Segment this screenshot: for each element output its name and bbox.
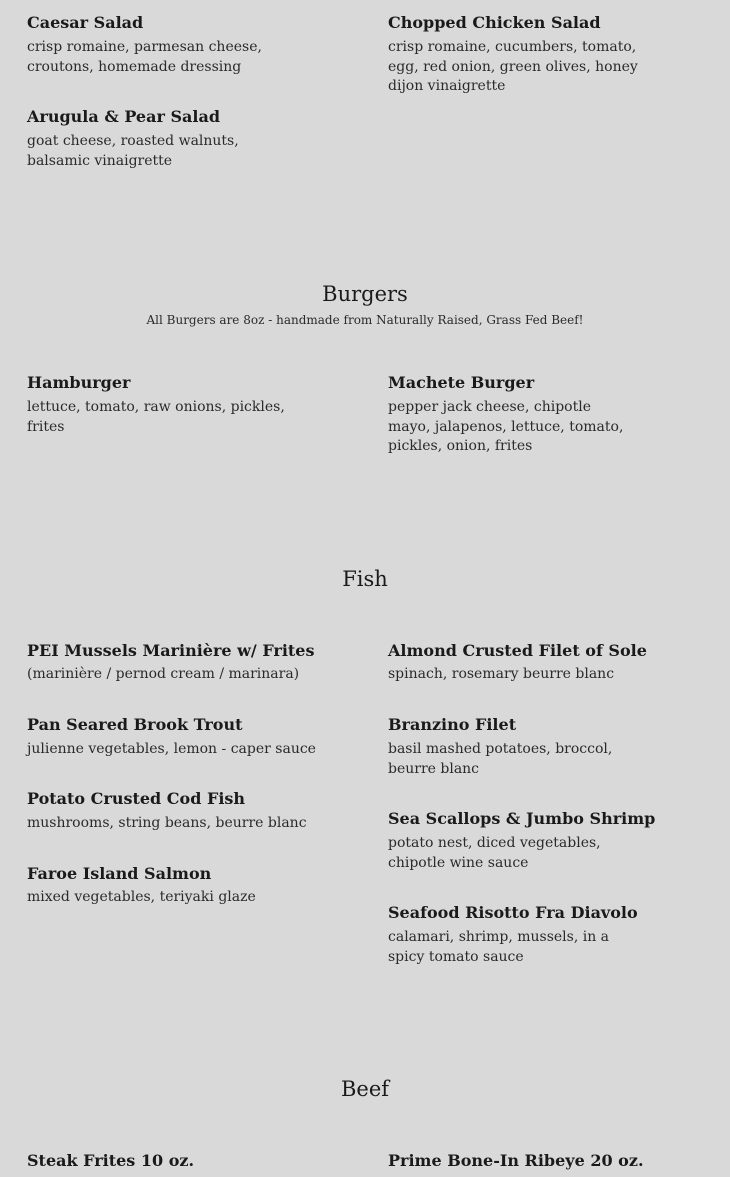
item-description: basil mashed potatoes, broccol, beurre blanc bbox=[388, 741, 613, 777]
item-name: Almond Crusted Filet of Sole bbox=[388, 641, 647, 660]
item-description: julienne vegetables, lemon - caper sauce bbox=[27, 741, 316, 757]
item-name: Seafood Risotto Fra Diavolo bbox=[388, 903, 638, 922]
item-name: Hamburger bbox=[27, 373, 131, 392]
section-title-beef: Beef bbox=[340, 1077, 390, 1101]
item-name: Sea Scallops & Jumbo Shrimp bbox=[388, 809, 656, 828]
item-name: PEI Mussels Marinière w/ Frites bbox=[27, 641, 315, 660]
item-description: mixed vegetables, teriyaki glaze bbox=[27, 889, 256, 905]
item-name: Caesar Salad bbox=[27, 13, 144, 32]
item-name: Machete Burger bbox=[388, 373, 535, 392]
section-title-burgers: Burgers bbox=[322, 282, 408, 306]
item-name: Steak Frites 10 oz. bbox=[27, 1151, 195, 1170]
item-description: pepper jack cheese, chipotle mayo, jalapenos, lettuce, tomato, pickles, onion, frites bbox=[388, 399, 624, 454]
item-name: Faroe Island Salmon bbox=[27, 864, 212, 883]
item-name: Chopped Chicken Salad bbox=[388, 13, 601, 32]
item-name: Branzino Filet bbox=[388, 715, 517, 734]
section-title-fish: Fish bbox=[342, 567, 388, 591]
item-description: goat cheese, roasted walnuts, balsamic vinaigrette bbox=[27, 133, 239, 169]
item-description: crisp romaine, cucumbers, tomato, egg, red onion, green olives, honey dijon vinaigrette bbox=[388, 39, 638, 94]
item-name: Prime Bone-In Ribeye 20 oz. bbox=[388, 1151, 644, 1170]
item-name: Potato Crusted Cod Fish bbox=[27, 789, 246, 808]
item-description: spinach, rosemary beurre blanc bbox=[388, 666, 615, 682]
section-subtitle-burgers: All Burgers are 8oz - handmade from Naturally Raised, Grass Fed Beef! bbox=[146, 313, 584, 327]
item-description: (marinière / pernod cream / marinara) bbox=[27, 666, 300, 682]
item-name: Pan Seared Brook Trout bbox=[27, 715, 243, 734]
item-description: calamari, shrimp, mussels, in a spicy tomato sauce bbox=[388, 929, 610, 965]
item-description: potato nest, diced vegetables, chipotle wine sauce bbox=[388, 835, 601, 871]
item-description: mushrooms, string beans, beurre blanc bbox=[27, 815, 307, 831]
item-description: lettuce, tomato, raw onions, pickles, frites bbox=[27, 399, 285, 435]
item-name: Arugula & Pear Salad bbox=[27, 107, 221, 126]
item-description: crisp romaine, parmesan cheese, croutons, homemade dressing bbox=[27, 39, 262, 75]
